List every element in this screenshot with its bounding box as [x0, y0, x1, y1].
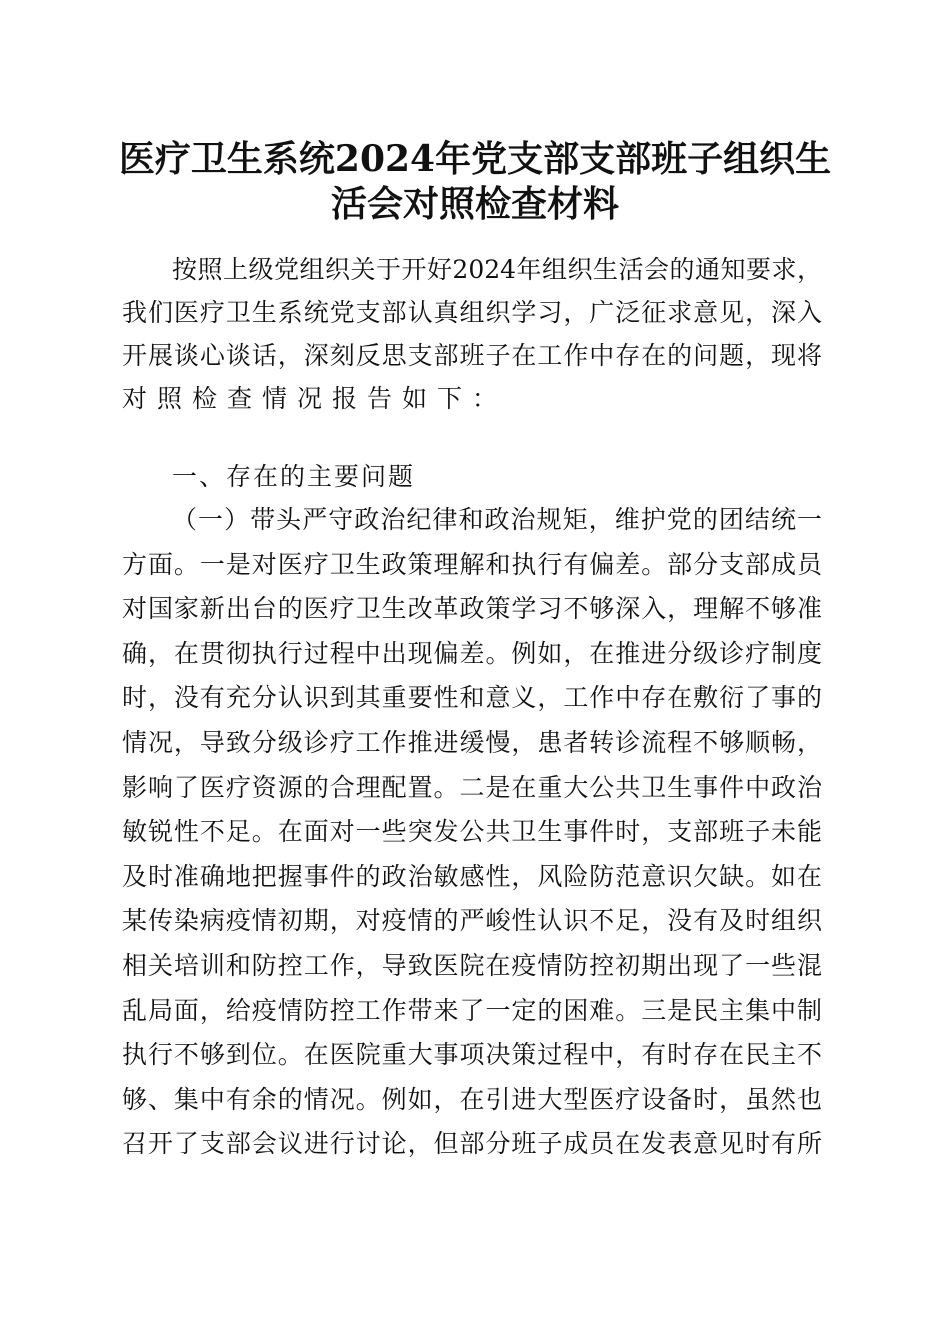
paragraph-line: 召开了支部会议进行讨论，但部分班子成员在发表意见时有所 — [122, 1129, 822, 1159]
paragraph-line: 对照检查情况报告如下： — [122, 384, 508, 413]
title-line: 活会对照检查材料 — [330, 183, 619, 225]
paragraph-line: 按照上级党组织关于开好2024年组织生活会的通知要求， — [172, 255, 822, 284]
paragraph-line: 时，没有充分认识到其重要性和意义，工作中存在敷衍了事的 — [122, 683, 822, 713]
paragraph-line: 某传染病疫情初期，对疫情的严峻性认识不足，没有及时组织 — [122, 906, 822, 936]
title-line: 医疗卫生系统2024年党支部支部班子组织生 — [118, 138, 832, 180]
paragraph-line: 方面。一是对医疗卫生政策理解和执行有偏差。部分支部成员 — [122, 549, 822, 579]
paragraph-line: 影响了医疗资源的合理配置。二是在重大公共卫生事件中政治 — [122, 772, 822, 802]
paragraph-line: 够、集中有余的情况。例如，在引进大型医疗设备时，虽然也 — [122, 1084, 822, 1114]
paragraph-line: （一）带头严守政治纪律和政治规矩，维护党的团结统一 — [172, 505, 822, 534]
paragraph-line: 及时准确地把握事件的政治敏感性，风险防范意识欠缺。如在 — [122, 861, 822, 891]
paragraph-line: 对国家新出台的医疗卫生改革政策学习不够深入，理解不够准 — [122, 594, 822, 624]
paragraph-line: 相关培训和防控工作，导致医院在疫情防控初期出现了一些混 — [122, 951, 822, 980]
paragraph-line: 执行不够到位。在医院重大事项决策过程中，有时存在民主不 — [122, 1040, 822, 1070]
paragraph-line: 情况，导致分级诊疗工作推进缓慢，患者转诊流程不够顺畅， — [122, 728, 822, 757]
paragraph-line: 开展谈心谈话，深刻反思支部班子在工作中存在的问题，现将 — [122, 341, 822, 370]
paragraph-line: 敏锐性不足。在面对一些突发公共卫生事件时，支部班子未能 — [122, 817, 822, 847]
paragraph-line: 乱局面，给疫情防控工作带来了一定的困难。三是民主集中制 — [122, 995, 822, 1025]
paragraph-line: 我们医疗卫生系统党支部认真组织学习，广泛征求意见，深入 — [122, 298, 822, 327]
paragraph-line: 确，在贯彻执行过程中出现偏差。例如，在推进分级诊疗制度 — [122, 638, 822, 668]
section-heading: 一、存在的主要问题 — [172, 462, 416, 491]
